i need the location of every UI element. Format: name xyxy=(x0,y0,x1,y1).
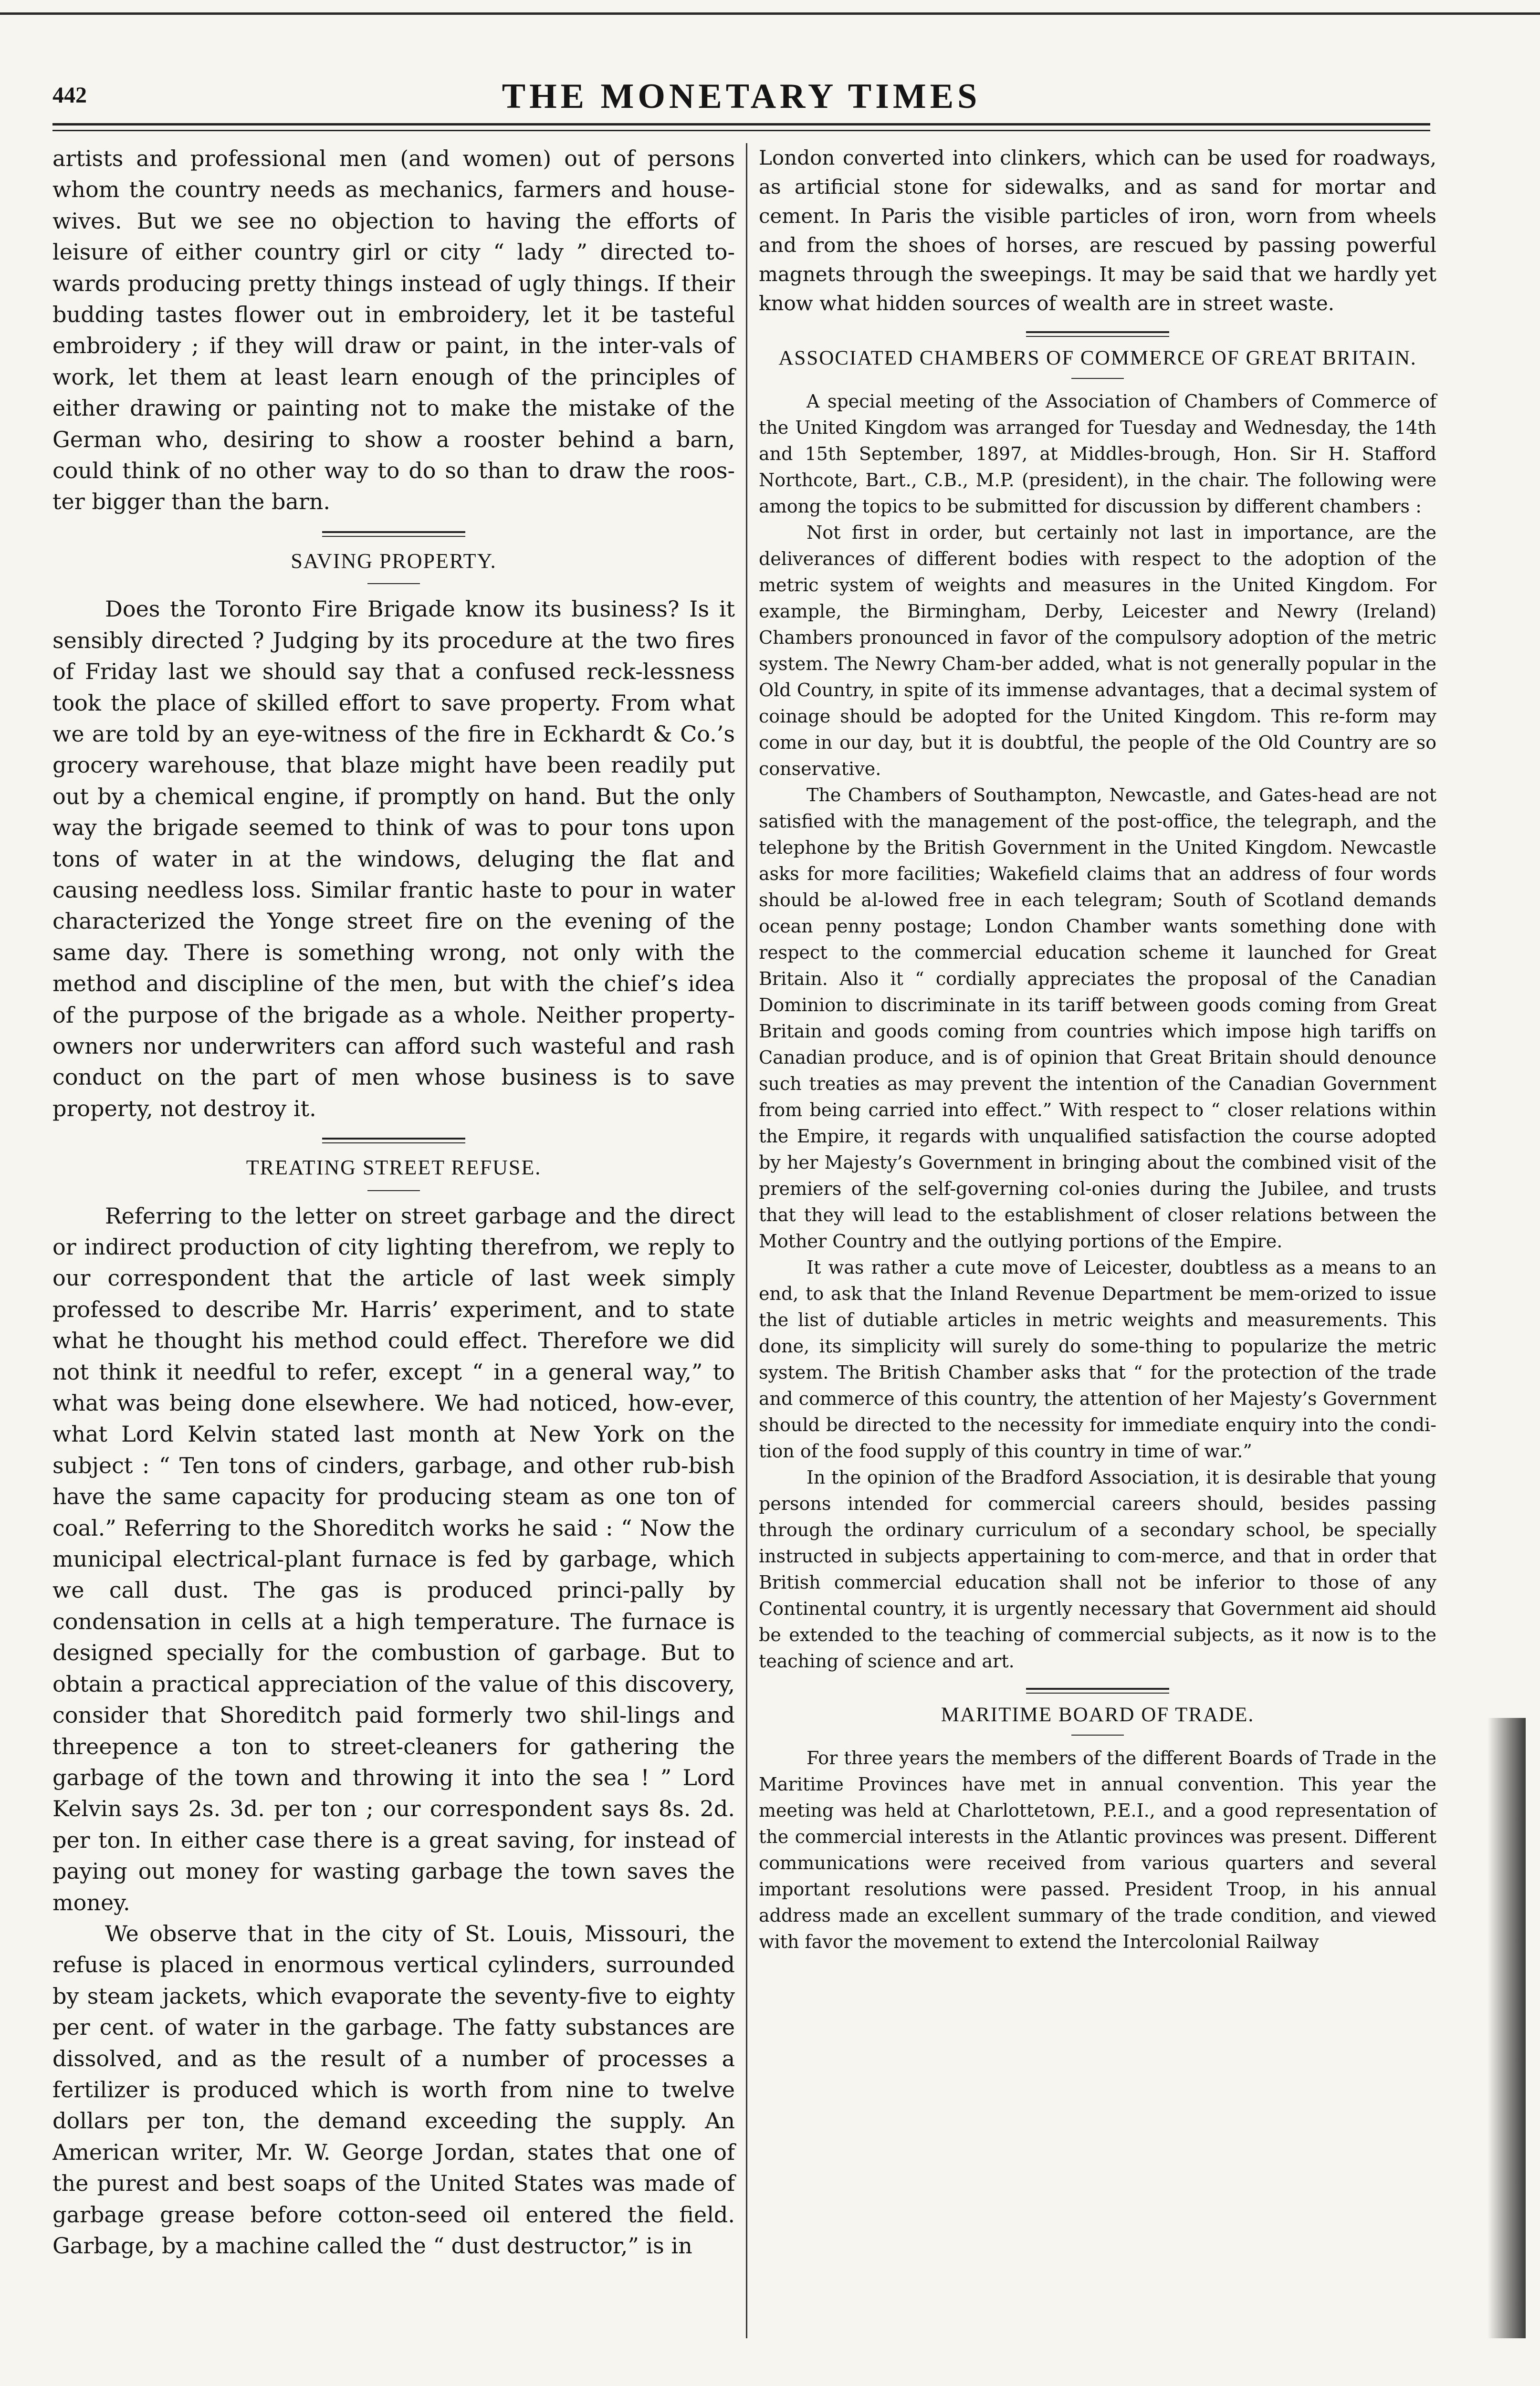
maritime-board-heading: MARITIME BOARD OF TRADE. xyxy=(941,1704,1255,1726)
page-number: 442 xyxy=(52,83,87,108)
chambers-paragraph-4: It was rather a cute move of Leicester, doubtless as a means to an end, to ask that the Inland Revenue Department be mem-orized to issue the list of dutiable articles in metric weights and measurements. This done, its simplicity will surely do some-thing to popularize the metric system. The British Chamber asks that “ for the protection of the trade and commerce of this country, the attention of her Majesty’s Government should be directed to the necessity for immediate enquiry into the condi-tion of the food supply of this country in time of war.” xyxy=(759,1257,1436,1462)
page-header xyxy=(52,72,1430,129)
section-separator xyxy=(322,1138,465,1143)
street-refuse-heading: TREATING STREET REFUSE. xyxy=(246,1156,542,1180)
heading-underline xyxy=(1071,378,1124,379)
masthead-title: THE MONETARY TIMES xyxy=(502,77,981,116)
saving-property-heading: SAVING PROPERTY. xyxy=(291,549,497,573)
street-refuse-paragraph-2: We observe that in the city of St. Louis, Missouri, the refuse is placed in enormous vertical cylinders, surrounded by steam jackets, which evaporate the seventy-five to eighty per cent. of water in the garbage. The fatty substances are dissolved, and as the result of a number of processes a fertilizer is produced which is worth from nine to twelve dollars per ton, the demand exceeding the supply. An American writer, Mr. W. George Jordan, states that one of the purest and best soaps of the United States was made of garbage grease before cotton-seed oil entered the field. Garbage, by a machine called the “ dust destructor,” is in xyxy=(52,1920,735,2259)
left-column xyxy=(52,143,735,2261)
heading-underline xyxy=(1071,1735,1124,1736)
heading-underline xyxy=(367,583,420,584)
top-border-rule xyxy=(0,12,1540,15)
left-intro-paragraph: artists and professional men (and women) out of persons whom the country needs as mechanics, farmers and house-wives. But we see no objection to having the efforts of leisure of either country girl or city “ lady ” directed to-wards producing pretty things instead of ugly things. If their budding tastes flower out in embroidery, let it be tasteful embroidery ; if they will draw or paint, in the inter-vals of work, let them at least learn enough of the principles of either drawing or painting not to make the mistake of the German who, desiring to show a rooster behind a barn, could think of no other way to do so than to draw the roos-ter bigger than the barn. xyxy=(52,146,735,515)
header-rule-thin xyxy=(52,130,1430,131)
chambers-paragraph-3: The Chambers of Southampton, Newcastle, and Gates-head are not satisfied with the management of the post-office, the telegraph, and the telephone by the British Government in the United Kingdom. Newcastle asks for more facilities; Wakefield claims that an address of four words should be al-lowed free in each telegram; South of Scotland demands ocean penny postage; London Chamber wants something done with respect to the commercial education scheme it launched for Great Britain. Also it “ cordially appreciates the proposal of the Canadian Dominion to discriminate in its tariff between goods coming from Great Britain and goods coming from countries which impose high tariffs on Canadian produce, and is of opinion that Great Britain should denounce such treaties as may prevent the intention of the Canadian Government from being carried into effect.” With respect to “ closer relations within the Empire, it regards with unqualified satisfaction the course adopted by her Majesty’s Government in bringing about the combined visit of the premiers of the self-governing col-onies during the Jubilee, and trusts that they will lead to the establishment of closer relations between the Mother Country and the outlying portions of the Empire. xyxy=(759,785,1436,1252)
chambers-paragraph-2: Not first in order, but certainly not last in importance, are the deliverances of different bodies with respect to the adoption of the metric system of weights and measures in the United Kingdom. For example, the Birmingham, Derby, Leicester and Newry (Ireland) Chambers pronounced in favor of the compulsory adoption of the metric system. The Newry Cham-ber added, what is not generally popular in the Old Country, in spite of its immense advantages, that a decimal system of coinage should be adopted for the United Kingdom. This re-form may come in our day, but it is doubtful, the people of the Old Country are so conservative. xyxy=(759,522,1436,779)
section-separator xyxy=(322,531,465,537)
scan-edge-shadow xyxy=(1488,1718,1526,2338)
chambers-of-commerce-heading: ASSOCIATED CHAMBERS OF COMMERCE OF GREAT BRITAIN. xyxy=(778,347,1417,369)
section-separator xyxy=(1026,331,1169,337)
right-intro-paragraph: London converted into clinkers, which can be used for roadways, as artificial stone for sidewalks, and as sand for mortar and cement. In Paris the visible particles of iron, worn from wheels and from the shoes of horses, are rescued by passing powerful magnets through the sweepings. It may be said that we hardly yet know what hidden sources of wealth are in street waste. xyxy=(759,146,1436,315)
chambers-paragraph-5: In the opinion of the Bradford Association, it is desirable that young persons intended for commercial careers should, besides passing through the ordinary curriculum of a secondary school, be specially instructed in subjects appertaining to com-merce, and that in order that British commercial education shall not be inferior to those of any Continental country, it is urgently necessary that Government aid should be extended to the teaching of commercial subjects, as it now is to the teaching of science and art. xyxy=(759,1467,1436,1672)
header-rule xyxy=(52,123,1430,126)
maritime-paragraph-1: For three years the members of the different Boards of Trade in the Maritime Provinces have met in annual convention. This year the meeting was held at Charlottetown, P.E.I., and a good representation of the commercial interests in the Atlantic provinces was present. Different communications were received from various quarters and several important resolutions were passed. President Troop, in his annual address made an excellent summary of the trade condition, and viewed with favor the movement to extend the Intercolonial Railway xyxy=(759,1748,1436,1952)
column-divider xyxy=(746,143,747,2338)
saving-property-body: Does the Toronto Fire Brigade know its business? Is it sensibly directed ? Judging by its procedure at the two fires of Friday last we should say that a confused reck-lessness took the place of skilled effort to save property. From what we are told by an eye-witness of the fire in Eckhardt & Co.’s grocery warehouse, that blaze might have been readily put out by a chemical engine, if promptly on hand. But the only way the brigade seemed to think of was to pour tons upon tons of water in at the windows, deluging the flat and causing needless loss. Similar frantic haste to pour in water characterized the Yonge street fire on the evening of the same day. There is something wrong, not only with the method and discipline of the men, but with the chief’s idea of the purpose of the brigade as a whole. Neither property-owners nor underwriters can afford such wasteful and rash conduct on the part of men whose business is to save property, not destroy it. xyxy=(52,596,735,1121)
street-refuse-paragraph-1: Referring to the letter on street garbage and the direct or indirect production of city lighting therefrom, we reply to our correspondent that the article of last week simply professed to describe Mr. Harris’ experiment, and to state what he thought his method could effect. Therefore we did not think it needful to refer, except “ in a general way,” to what was being done elsewhere. We had noticed, how-ever, what Lord Kelvin stated last month at New York on the subject : “ Ten tons of cinders, garbage, and other rub-bish have the same capacity for producing steam as one ton of coal.” Referring to the Shoreditch works he said : “ Now the municipal electrical-plant furnace is fed by garbage, which we call dust. The gas is produced princi-pally by condensation in cells at a high temperature. The furnace is designed specially for the combustion of garbage. But to obtain a practical appreciation of the value of this discovery, consider that Shoreditch paid formerly two shil-lings and threepence a ton to street-cleaners for gathering the garbage of the town and throwing it into the sea ! ” Lord Kelvin says 2s. 3d. per ton ; our correspondent says 8s. 2d. per ton. In either case there is a great saving, for instead of paying out money for wasting garbage the town saves the money. xyxy=(52,1203,735,1915)
section-separator xyxy=(1026,1688,1169,1694)
chambers-paragraph-1: A special meeting of the Association of Chambers of Commerce of the United Kingdom was arranged for Tuesday and Wednesday, the 14th and 15th September, 1897, at Middles-brough, Hon. Sir H. Stafford Northcote, Bart., C.B., M.P. (president), in the chair. The following were among the topics to be submitted for discussion by different chambers : xyxy=(759,391,1436,517)
heading-underline xyxy=(367,1190,420,1191)
right-column xyxy=(759,143,1436,1955)
